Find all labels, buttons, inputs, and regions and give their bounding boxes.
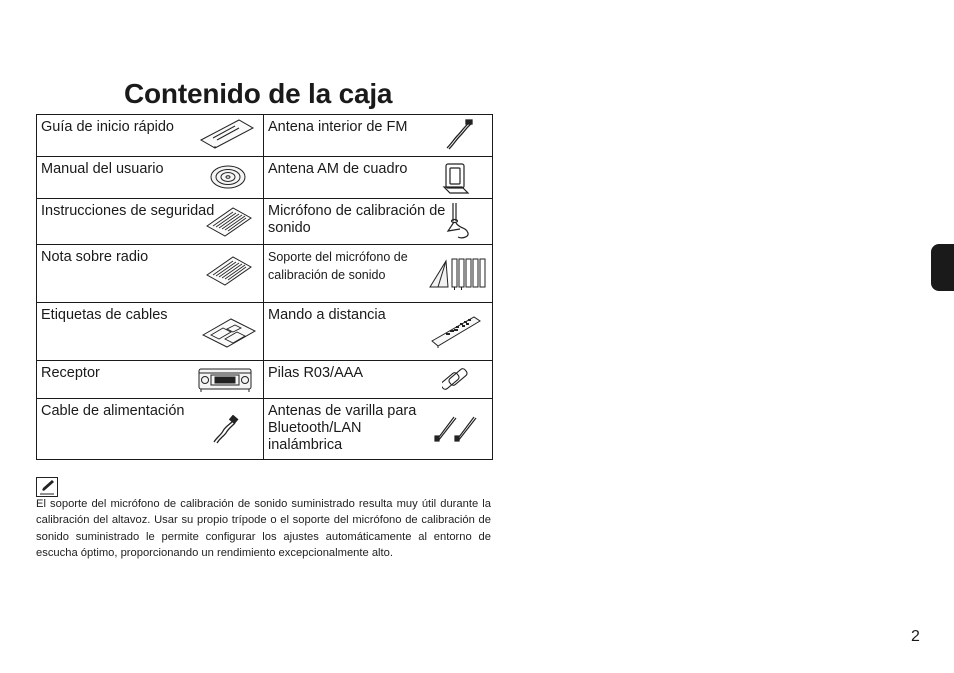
note-text: El soporte del micrófono de calibración de sonido suministrado resulta muy útil durante la calibración del altavoz. Usar su propio trípode o el soporte del micrófono de calibración de sonido suministrado le permite configurar los ajustes automáticamente al entorno de escucha óptimo, proporcionando un rendimiento excepcionalmente alto. [36, 498, 491, 559]
item-label: Nota sobre radio [41, 249, 149, 265]
item-safety-instructions [37, 199, 264, 245]
item-label: Antena interior de FM [268, 119, 408, 135]
item-cable-labels [37, 303, 264, 361]
item-label: Etiquetas de cables [41, 307, 168, 323]
leaflet-icon [205, 204, 253, 238]
table-row [37, 245, 493, 303]
microphone-icon [444, 201, 472, 241]
mic-stand-icon [428, 257, 490, 291]
rod-antenna-icon [434, 415, 478, 443]
item-batteries [264, 361, 493, 399]
item-label: Receptor [41, 365, 100, 381]
item-power-cord [37, 399, 264, 460]
item-label: Guía de inicio rápido [41, 119, 174, 135]
table-row [37, 199, 493, 245]
leaflet-icon [205, 253, 253, 287]
pencil-icon [36, 477, 58, 497]
loop-antenna-icon [442, 161, 470, 195]
table-row [37, 157, 493, 199]
item-remote-control [264, 303, 493, 361]
item-mic-stand [264, 245, 493, 303]
table-row [37, 361, 493, 399]
table-row [37, 303, 493, 361]
remote-control-icon [430, 313, 482, 349]
item-label: Instrucciones de seguridad [41, 203, 215, 219]
item-label: Pilas R03/AAA [268, 365, 364, 381]
item-calibration-mic [264, 199, 493, 245]
item-rod-antennas [264, 399, 493, 460]
section-tab [931, 244, 954, 291]
receiver-icon [197, 365, 253, 393]
contents-table [36, 114, 493, 460]
item-label: Antenas de varilla para Bluetooth/LAN inalámbrica [268, 403, 417, 453]
page-title: Contenido de la caja [124, 78, 393, 109]
cd-icon [209, 164, 247, 190]
item-label: Mando a distancia [268, 307, 386, 323]
item-am-loop-antenna [264, 157, 493, 199]
page-number: 2 [911, 628, 920, 645]
booklet-icon [199, 118, 255, 150]
item-user-manual [37, 157, 264, 199]
battery-icon [442, 365, 470, 393]
table-row [37, 399, 493, 460]
item-radio-note [37, 245, 264, 303]
item-label: Antena AM de cuadro [268, 161, 408, 177]
power-cord-icon [211, 415, 239, 445]
item-receiver [37, 361, 264, 399]
item-label: Manual del usuario [41, 161, 164, 177]
table-row [37, 115, 493, 157]
item-label: Soporte del micrófono de calibración de sonido [268, 250, 408, 282]
item-fm-antenna [264, 115, 493, 157]
item-quick-start-guide [37, 115, 264, 157]
fm-antenna-icon [444, 119, 474, 151]
label-sheet-icon [201, 317, 257, 349]
item-label: Micrófono de calibración de sonido [268, 203, 446, 236]
item-label: Cable de alimentación [41, 403, 185, 419]
